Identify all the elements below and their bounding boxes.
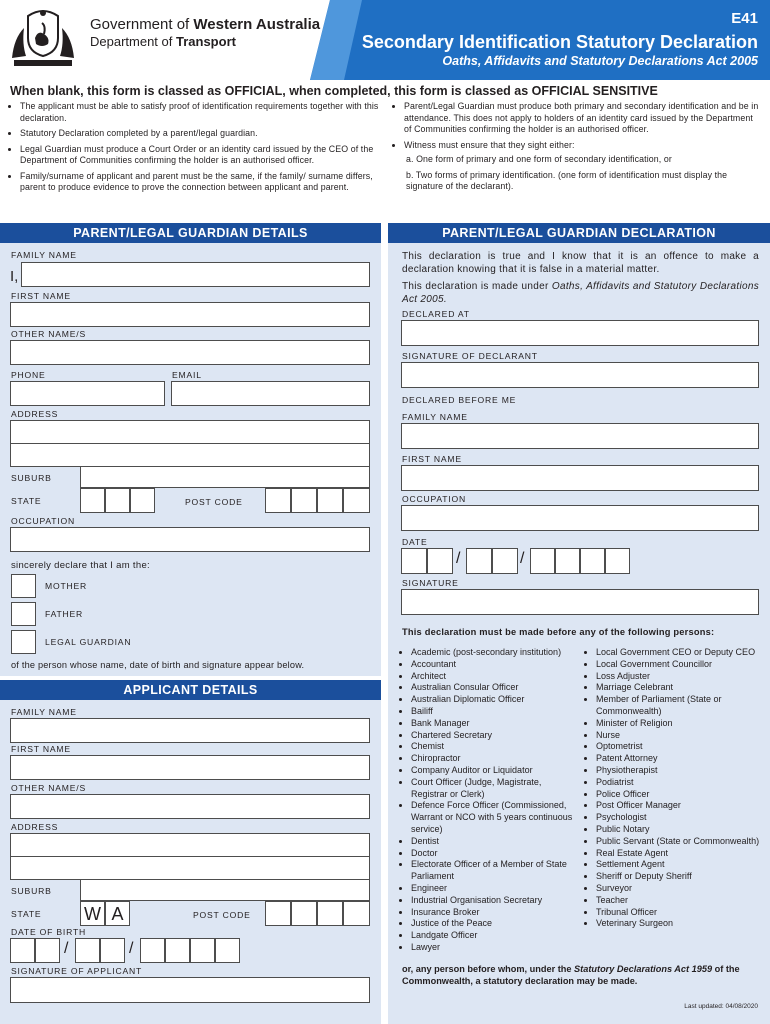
authorised-person-item: • Australian Diplomatic Officer <box>411 694 580 706</box>
date-year-cell[interactable] <box>530 548 555 574</box>
parent-address-line-2[interactable] <box>10 443 370 467</box>
applicant-details-title: APPLICANT DETAILS <box>0 680 381 700</box>
applicant-signature-input[interactable] <box>10 977 370 1003</box>
authorised-person-item: • Local Government CEO or Deputy CEO <box>596 647 765 659</box>
parent-address-label: ADDRESS <box>11 409 59 419</box>
authorised-person-item: • Accountant <box>411 659 580 671</box>
authorised-person-item: • Veterinary Surgeon <box>596 918 765 930</box>
authorised-person-item: • Bailiff <box>411 706 580 718</box>
applicant-postcode-cell[interactable] <box>291 901 317 926</box>
parent-first-name-input[interactable] <box>10 302 370 327</box>
declared-before-label: DECLARED BEFORE ME <box>402 395 517 405</box>
mother-label: MOTHER <box>45 581 88 591</box>
applicant-postcode-label: POST CODE <box>193 910 251 920</box>
note-sub-b: b. Two forms of primary identification. (one form of identification must display the signature of the declarant). <box>406 169 728 191</box>
witness-family-name-label: FAMILY NAME <box>402 412 468 422</box>
witness-first-name-input[interactable] <box>401 465 759 491</box>
applicant-postcode-cell[interactable] <box>317 901 343 926</box>
authorised-person-item: • Australian Consular Officer <box>411 682 580 694</box>
authorised-person-item: • Surveyor <box>596 883 765 895</box>
person-note: of the person whose name, date of birth and signature appear below. <box>11 660 305 670</box>
authorised-person-item: • Patent Attorney <box>596 753 765 765</box>
parent-postcode-cell[interactable] <box>291 488 317 513</box>
authorised-person-item: • Settlement Agent <box>596 859 765 871</box>
dob-year-cell[interactable] <box>165 938 190 963</box>
witness-occupation-input[interactable] <box>401 505 759 531</box>
signature-declarant-input[interactable] <box>401 362 759 388</box>
applicant-postcode-cell[interactable] <box>265 901 291 926</box>
authorised-person-item: • Real Estate Agent <box>596 848 765 860</box>
government-name: Government of Western Australia <box>90 16 321 33</box>
authorised-person-item: • Court Officer (Judge, Magistrate, Registrar or Clerk) <box>411 777 580 801</box>
applicant-suburb-label: SUBURB <box>11 886 52 896</box>
parent-occupation-input[interactable] <box>10 527 370 552</box>
authorised-person-item: • Minister of Religion <box>596 718 765 730</box>
declaration-paragraph-1: This declaration is true and I know that it is an offence to make a declaration knowing that it is false in a material matter. <box>402 251 759 275</box>
parent-state-label: STATE <box>11 496 42 506</box>
date-day-cell[interactable] <box>427 548 453 574</box>
authorised-person-item: • Company Auditor or Liquidator <box>411 765 580 777</box>
authorised-person-item: • Lawyer <box>411 942 580 954</box>
dob-day-cell[interactable] <box>35 938 60 963</box>
applicant-first-name-label: FIRST NAME <box>11 744 71 754</box>
parent-postcode-cell[interactable] <box>265 488 291 513</box>
dob-year-cell[interactable] <box>215 938 240 963</box>
declared-at-label: DECLARED AT <box>402 309 470 319</box>
form-act: Oaths, Affidavits and Statutory Declarations Act 2005 <box>442 54 758 68</box>
authorised-person-item: • Public Servant (State or Commonwealth) <box>596 836 765 848</box>
authorised-person-item: • Local Government Councillor <box>596 659 765 671</box>
parent-postcode-cell[interactable] <box>343 488 370 513</box>
wa-coat-of-arms-icon <box>8 8 78 70</box>
witness-family-name-input[interactable] <box>401 423 759 449</box>
father-checkbox[interactable] <box>11 602 36 626</box>
date-label: DATE <box>402 537 428 547</box>
authorised-person-item: • Doctor <box>411 848 580 860</box>
note-item: • Witness must ensure that they sight either: a. One form of primary and one form of secondary identification, or b. Two forms of primary identification. (one form of identification must display the signature of the declarant). <box>404 140 760 193</box>
date-year-cell[interactable] <box>605 548 630 574</box>
authorised-person-item: • Member of Parliament (State or Commonwealth) <box>596 694 765 718</box>
parent-postcode-label: POST CODE <box>185 497 243 507</box>
authorised-person-item: • Insurance Broker <box>411 907 580 919</box>
authorised-person-item: • Engineer <box>411 883 580 895</box>
parent-postcode-cell[interactable] <box>317 488 343 513</box>
notes-left <box>8 101 380 198</box>
parent-address-line-1[interactable] <box>10 420 370 444</box>
dob-day-cell[interactable] <box>10 938 35 963</box>
date-month-cell[interactable] <box>492 548 518 574</box>
authorised-person-item: • Landgate Officer <box>411 930 580 942</box>
note-item: • Family/surname of applicant and parent must be the same, if the family/ surname differs, parent to produce evidence to prove the connection between applicant and parent. <box>20 171 380 194</box>
declaration-title: PARENT/LEGAL GUARDIAN DECLARATION <box>388 223 770 243</box>
persons-heading: This declaration must be made before any of the following persons: <box>402 627 715 637</box>
parent-family-name-input[interactable] <box>21 262 370 287</box>
authorised-person-item: • Tribunal Officer <box>596 907 765 919</box>
witness-signature-input[interactable] <box>401 589 759 615</box>
form-title: Secondary Identification Statutory Declaration <box>361 32 758 52</box>
mother-checkbox[interactable] <box>11 574 36 598</box>
dob-label: DATE OF BIRTH <box>11 927 87 937</box>
father-label: FATHER <box>45 609 84 619</box>
date-year-cell[interactable] <box>580 548 605 574</box>
parent-details-title: PARENT/LEGAL GUARDIAN DETAILS <box>0 223 381 243</box>
i-prefix: I, <box>10 268 19 285</box>
applicant-postcode-cell[interactable] <box>343 901 370 926</box>
declared-at-input[interactable] <box>401 320 759 346</box>
applicant-state-label: STATE <box>11 909 42 919</box>
notes-right <box>392 101 760 197</box>
applicant-first-name-input[interactable] <box>10 755 370 780</box>
classification-notice: When blank, this form is classed as OFFICIAL, when completed, this form is classed as OFFICIAL SENSITIVE <box>10 84 658 98</box>
authorised-persons-left <box>400 647 580 954</box>
authorised-person-item: • Public Notary <box>596 824 765 836</box>
authorised-person-item: • Psychologist <box>596 812 765 824</box>
authorised-person-item: • Electorate Officer of a Member of State Parliament <box>411 859 580 883</box>
note-item: • Statutory Declaration completed by a parent/legal guardian. <box>20 128 380 140</box>
parent-other-names-input[interactable] <box>10 340 370 365</box>
authorised-person-item: • Chiropractor <box>411 753 580 765</box>
parent-state-cell[interactable] <box>80 488 105 513</box>
parent-occupation-label: OCCUPATION <box>11 516 76 526</box>
authorised-persons-right <box>585 647 765 930</box>
phone-input[interactable] <box>10 381 165 406</box>
parent-suburb-input[interactable] <box>80 466 370 488</box>
authorised-person-item: • Post Officer Manager <box>596 800 765 812</box>
parent-family-name-label: FAMILY NAME <box>11 250 77 260</box>
authorised-person-item: • Academic (post-secondary institution) <box>411 647 580 659</box>
witness-first-name-label: FIRST NAME <box>402 454 462 464</box>
authorised-person-item: • Optometrist <box>596 741 765 753</box>
parent-other-names-label: OTHER NAME/S <box>11 329 87 339</box>
dob-year-cell[interactable] <box>140 938 165 963</box>
applicant-suburb-input[interactable] <box>80 879 370 901</box>
department-name: Department of Transport <box>90 34 236 49</box>
date-separator: / <box>456 550 461 567</box>
dob-separator: / <box>129 940 134 957</box>
witness-occupation-label: OCCUPATION <box>402 494 467 504</box>
applicant-other-names-label: OTHER NAME/S <box>11 783 87 793</box>
authorised-person-item: • Teacher <box>596 895 765 907</box>
authorised-person-item: • Nurse <box>596 730 765 742</box>
parent-state-cell[interactable] <box>105 488 130 513</box>
date-month-cell[interactable] <box>466 548 492 574</box>
note-item: • The applicant must be able to satisfy proof of identification requirements together with this declaration. <box>20 101 380 124</box>
form-code: E41 <box>731 10 758 27</box>
witness-signature-label: SIGNATURE <box>402 578 459 588</box>
applicant-signature-label: SIGNATURE OF APPLICANT <box>11 966 143 976</box>
authorised-person-item: • Podiatrist <box>596 777 765 789</box>
authorised-person-item: • Dentist <box>411 836 580 848</box>
authorised-person-item: • Physiotherapist <box>596 765 765 777</box>
note-sub-a: a. One form of primary and one form of secondary identification, or <box>406 154 672 164</box>
date-separator: / <box>520 550 525 567</box>
dob-month-cell[interactable] <box>75 938 100 963</box>
parent-suburb-label: SUBURB <box>11 473 52 483</box>
dob-month-cell[interactable] <box>100 938 125 963</box>
email-input[interactable] <box>171 381 370 406</box>
applicant-address-line-1[interactable] <box>10 833 370 857</box>
authorised-person-item: • Chemist <box>411 741 580 753</box>
authorised-person-item: • Justice of the Peace <box>411 918 580 930</box>
legal-guardian-checkbox[interactable] <box>11 630 36 654</box>
declaration-footer: or, any person before whom, under the Statutory Declarations Act 1959 of the Commonwealth, a statutory declaration may be made. <box>402 964 740 986</box>
last-updated: Last updated: 04/08/2020 <box>684 1003 758 1010</box>
email-label: EMAIL <box>172 370 202 380</box>
date-day-cell[interactable] <box>401 548 427 574</box>
applicant-state-w[interactable]: W <box>80 901 105 926</box>
applicant-address-label: ADDRESS <box>11 822 59 832</box>
authorised-person-item: • Chartered Secretary <box>411 730 580 742</box>
parent-first-name-label: FIRST NAME <box>11 291 71 301</box>
authorised-person-item: • Sheriff or Deputy Sheriff <box>596 871 765 883</box>
authorised-person-item: • Defence Force Officer (Commissioned, Warrant or NCO with 5 years continuous service) <box>411 800 580 835</box>
authorised-person-item: • Architect <box>411 671 580 683</box>
date-year-cell[interactable] <box>555 548 580 574</box>
declare-relationship-text: sincerely declare that I am the: <box>11 560 150 571</box>
declaration-paragraph-2: This declaration is made under Oaths, Affidavits and Statutory Declarations Act 2005. <box>402 281 759 305</box>
note-item: • Parent/Legal Guardian must produce both primary and secondary identification and be in attendance. This does not apply to holders of an identity card issued by the Department of Communities confirming the holder is an authorised officer. <box>404 101 760 136</box>
authorised-person-item: • Marriage Celebrant <box>596 682 765 694</box>
applicant-family-name-input[interactable] <box>10 718 370 743</box>
authorised-person-item: • Bank Manager <box>411 718 580 730</box>
authorised-person-item: • Industrial Organisation Secretary <box>411 895 580 907</box>
authorised-person-item: • Police Officer <box>596 789 765 801</box>
dob-year-cell[interactable] <box>190 938 215 963</box>
signature-declarant-label: SIGNATURE OF DECLARANT <box>402 351 538 361</box>
dob-separator: / <box>64 940 69 957</box>
applicant-other-names-input[interactable] <box>10 794 370 819</box>
applicant-address-line-2[interactable] <box>10 856 370 880</box>
applicant-family-name-label: FAMILY NAME <box>11 707 77 717</box>
legal-guardian-label: LEGAL GUARDIAN <box>45 637 132 647</box>
applicant-state-a[interactable]: A <box>105 901 130 926</box>
phone-label: PHONE <box>11 370 46 380</box>
parent-state-cell[interactable] <box>130 488 155 513</box>
note-item: • Legal Guardian must produce a Court Order or an identity card issued by the CEO of the Department of Communities confirming the holder is an authorised officer. <box>20 144 380 167</box>
authorised-person-item: • Loss Adjuster <box>596 671 765 683</box>
